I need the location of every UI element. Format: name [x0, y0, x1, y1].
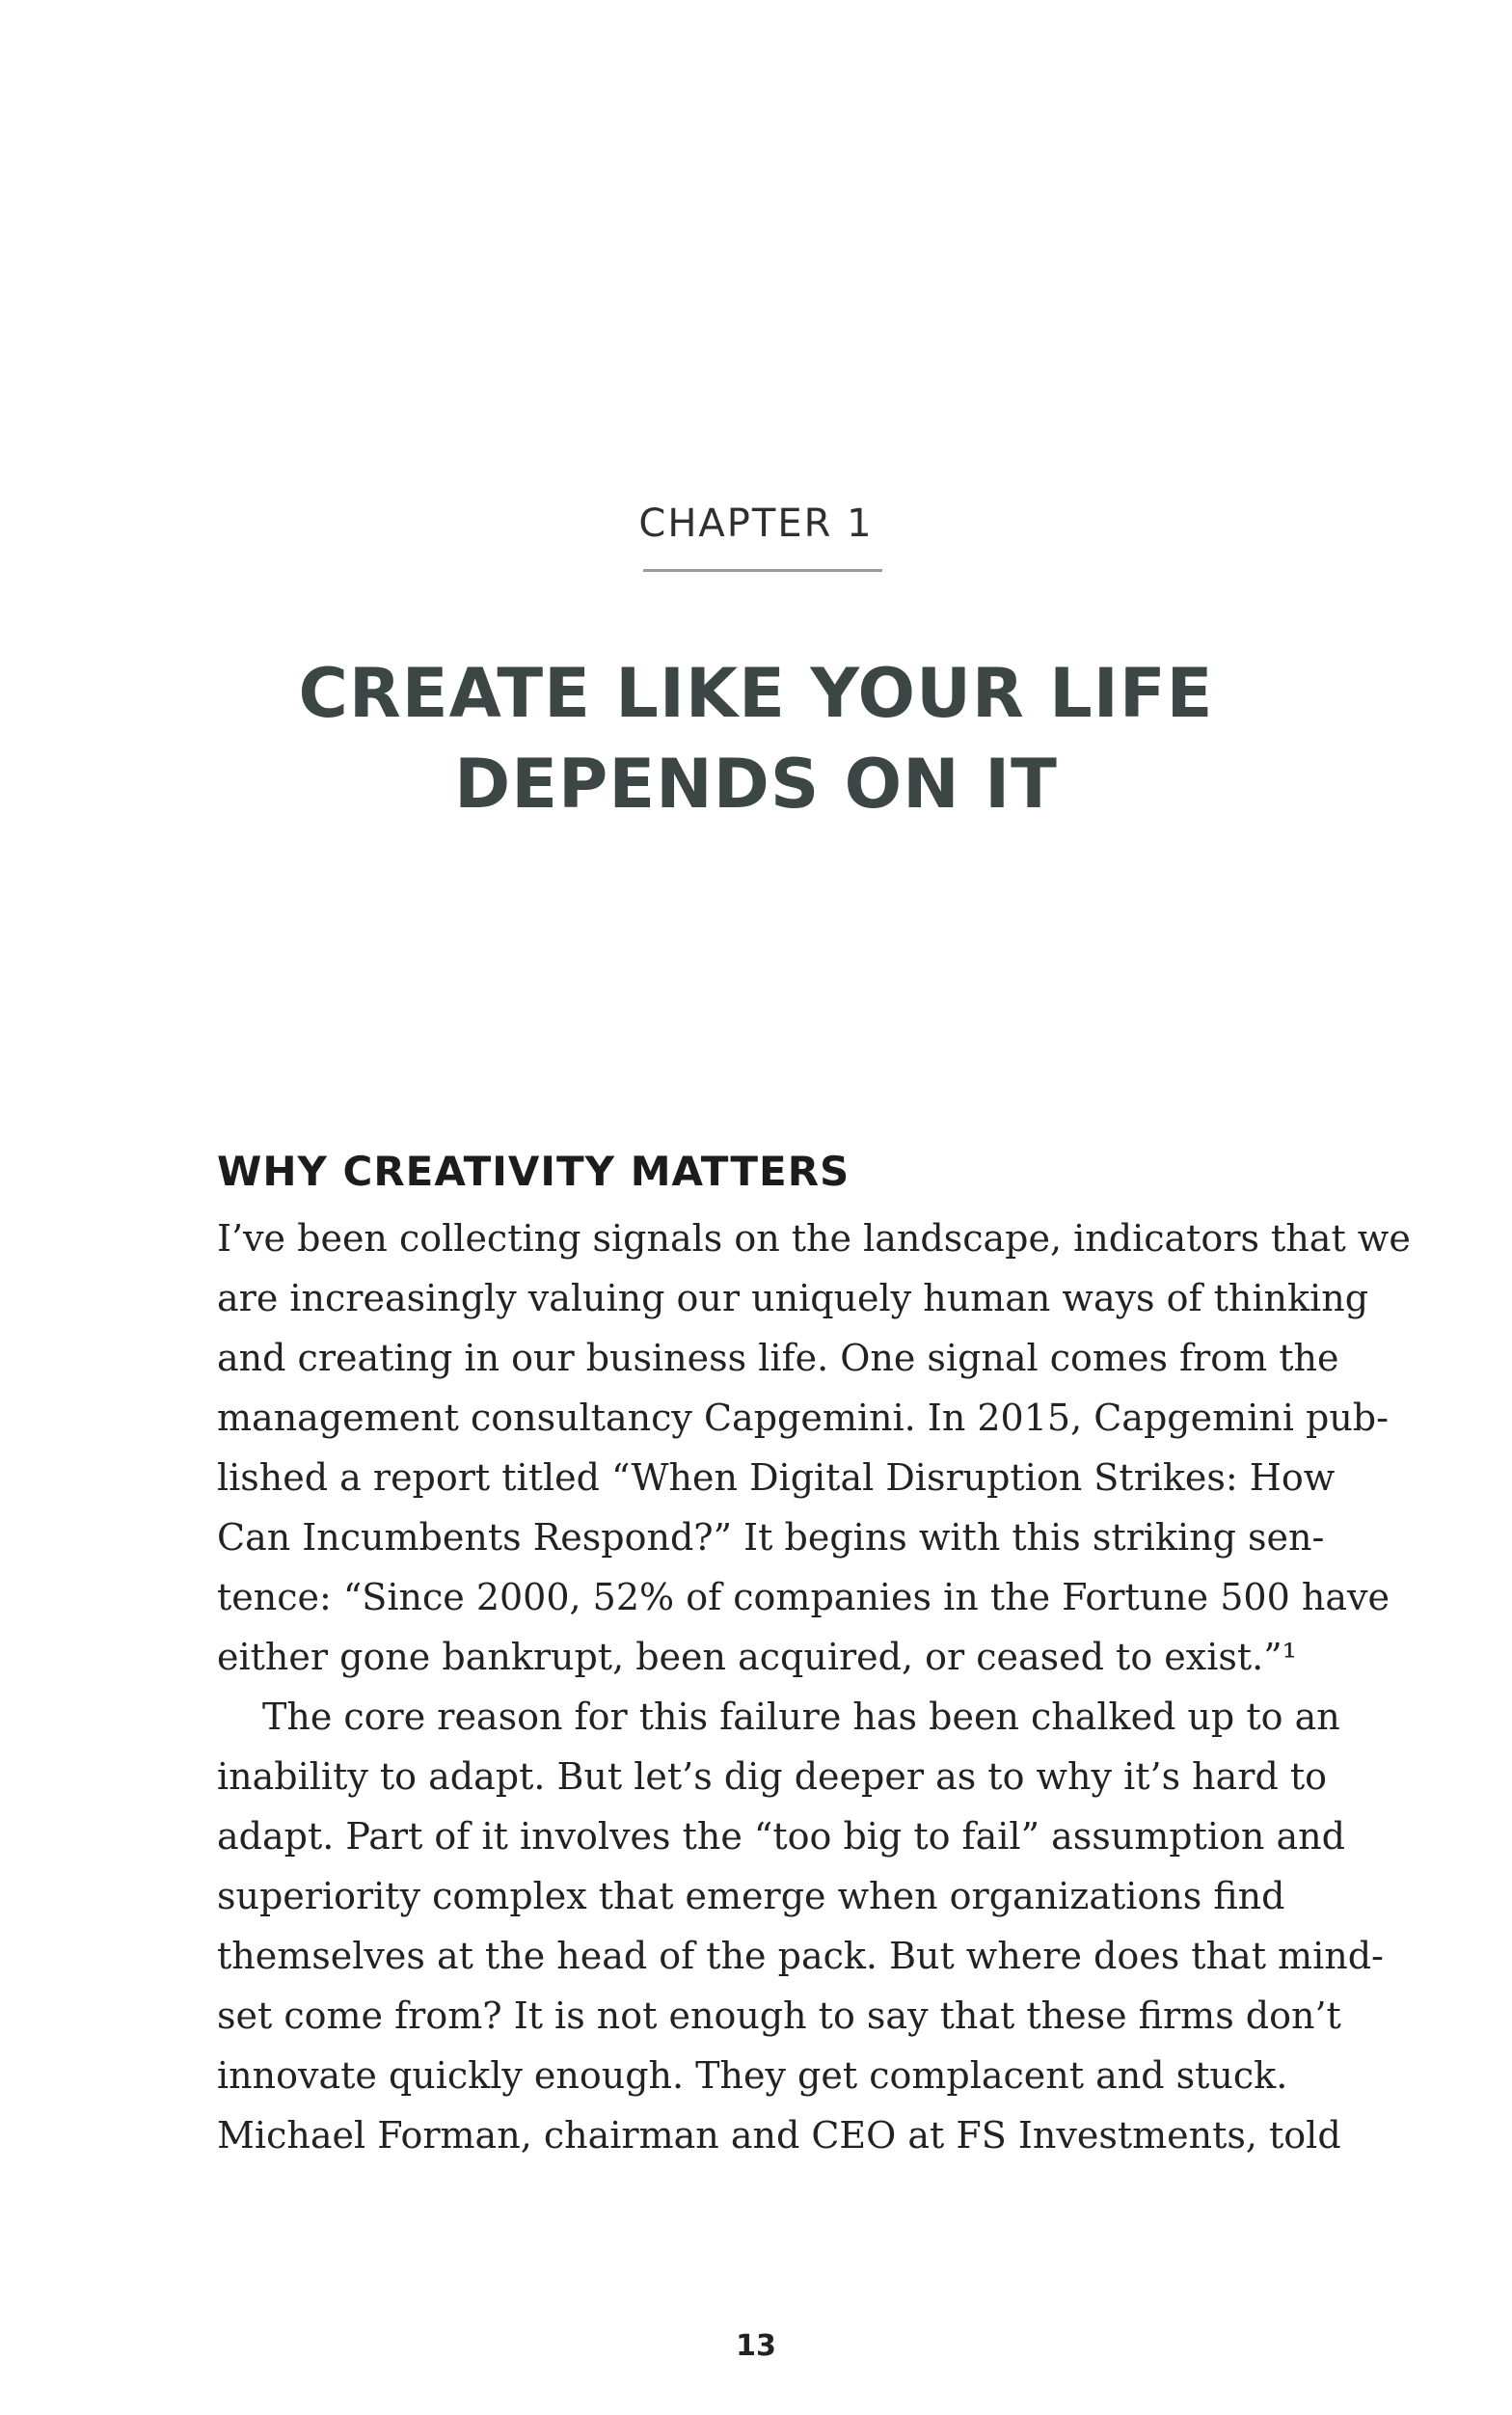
- paragraph-line: and creating in our business life. One signal comes from the: [217, 1337, 1339, 1379]
- paragraph-line: are increasingly valuing our uniquely human ways of thinking: [217, 1277, 1369, 1319]
- paragraph-line: management consultancy Capgemini. In 2015, Capgemini pub-: [217, 1397, 1389, 1439]
- paragraph-line: innovate quickly enough. They get complacent and stuck.: [217, 2054, 1288, 2097]
- paragraph-line: I’ve been collecting signals on the landscape, indicators that we: [217, 1217, 1411, 1260]
- paragraph-line: set come from? It is not enough to say that these firms don’t: [217, 1994, 1341, 2037]
- chapter-title-line: DEPENDS ON IT: [454, 745, 1058, 824]
- paragraph-line: inability to adapt. But let’s dig deeper as to why it’s hard to: [217, 1755, 1328, 1798]
- chapter-label: CHAPTER 1: [638, 502, 874, 546]
- paragraph-line: Can Incumbents Respond?” It begins with this striking sen-: [217, 1516, 1325, 1559]
- page-number: 13: [736, 2329, 776, 2363]
- section-heading: WHY CREATIVITY MATTERS: [217, 1148, 850, 1195]
- chapter-title-line: CREATE LIKE YOUR LIFE: [298, 654, 1214, 733]
- paragraph-line: themselves at the head of the pack. But where does that mind-: [217, 1935, 1384, 1977]
- paragraph-line: superiority complex that emerge when organizations find: [217, 1875, 1285, 1917]
- paragraph-line: tence: “Since 2000, 52% of companies in the Fortune 500 have: [217, 1576, 1390, 1618]
- paragraph-line: lished a report titled “When Digital Disruption Strikes: How: [217, 1456, 1336, 1499]
- paragraph-line: The core reason for this failure has been chalked up to an: [262, 1696, 1340, 1738]
- paragraph-line: either gone bankrupt, been acquired, or ceased to exist.”¹: [217, 1636, 1297, 1678]
- body-text: [217, 1208, 1411, 2165]
- chapter-rule: [643, 569, 882, 572]
- paragraph-line: Michael Forman, chairman and CEO at FS Investments, told: [217, 2114, 1341, 2157]
- paragraph-line: adapt. Part of it involves the “too big to fail” assumption and: [217, 1815, 1345, 1858]
- chapter-title: [0, 648, 1512, 829]
